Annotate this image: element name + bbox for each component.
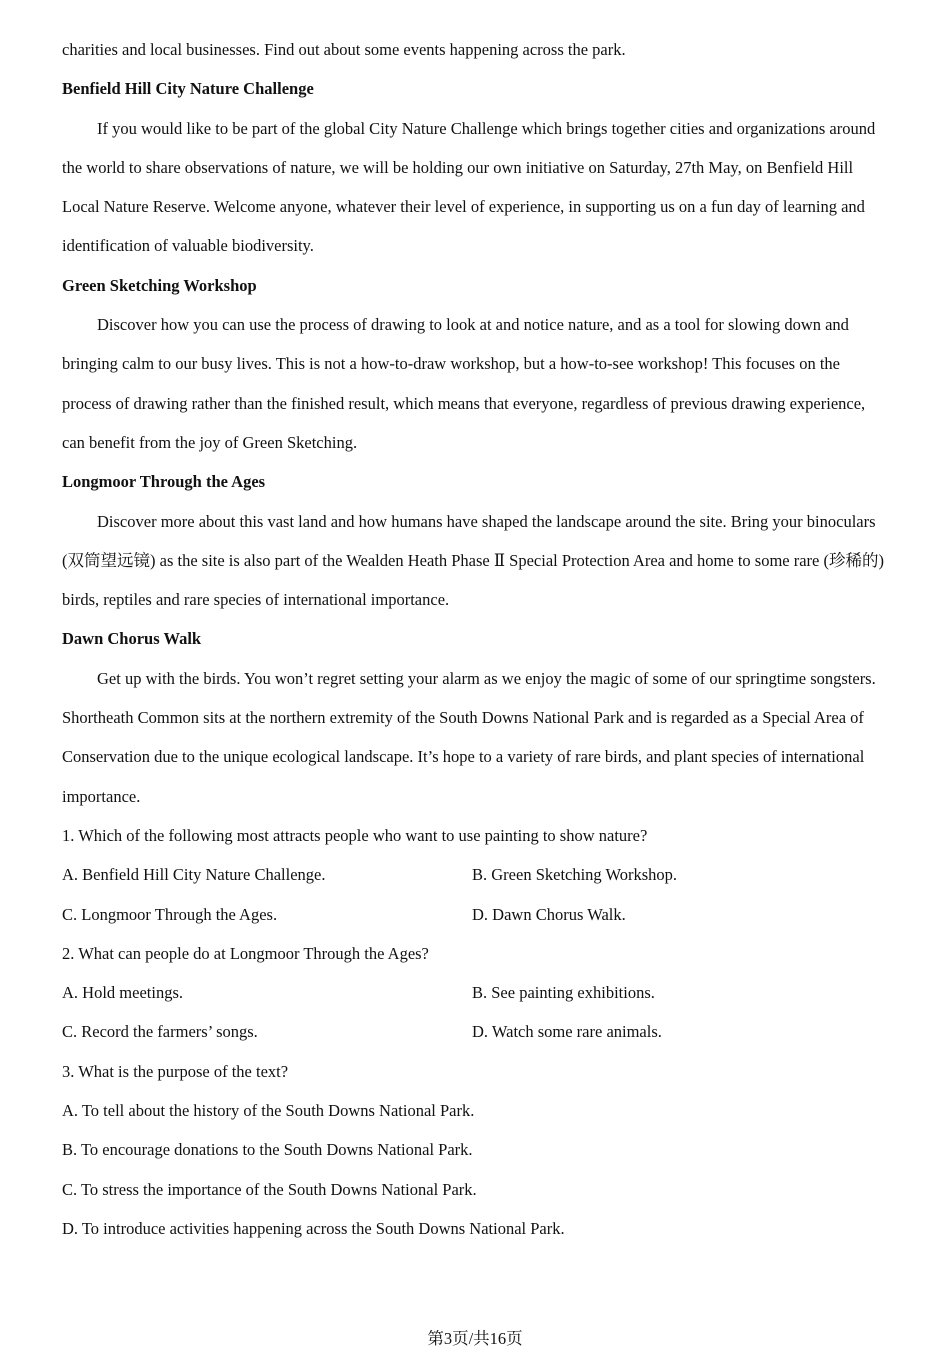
document-page: [62, 30, 888, 1248]
event-body: Discover how you can use the process of drawing to look at and notice nature, and as a tool for slowing down and bringing calm to our busy lives. This is not a how-to-draw workshop, but a how-to-see workshop! This focuses on the process of drawing rather than the finished result, which means that everyone, regardless of previous drawing experience, can benefit from the joy of Green Sketching.: [62, 315, 866, 452]
option-d: D. Watch some rare animals.: [472, 1022, 662, 1042]
option-b: B. To encourage donations to the South Downs National Park.: [62, 1140, 473, 1160]
page-footer: 第3页/共16页: [427, 1329, 523, 1348]
option-d: D. To introduce activities happening across the South Downs National Park.: [62, 1218, 565, 1238]
event-body: Discover more about this vast land and how humans have shaped the landscape around the site. Bring your binoculars (双筒望远镜) as the site is also part of the Wealden Heath Phase Ⅱ Special Protection Area and home to some rare (珍稀的) birds, reptiles and rare species of international importance.: [62, 511, 884, 610]
option-c: C. To stress the importance of the South Downs National Park.: [62, 1179, 477, 1199]
question-stem: 3. What is the purpose of the text?: [62, 1061, 289, 1081]
event-title: Green Sketching Workshop: [62, 275, 257, 295]
option-b: B. Green Sketching Workshop.: [472, 865, 678, 885]
option-d: D. Dawn Chorus Walk.: [472, 904, 626, 924]
option-a: A. Hold meetings.: [62, 983, 183, 1003]
event-title: Benfield Hill City Nature Challenge: [62, 79, 314, 99]
intro-tail: charities and local businesses. Find out about some events happening across the park.: [62, 40, 626, 59]
event-green-sketching: [62, 266, 888, 462]
option-c: C. Record the farmers’ songs.: [62, 1022, 258, 1042]
question-stem: 2. What can people do at Longmoor Through the Ages?: [62, 943, 429, 963]
event-body: If you would like to be part of the global City Nature Challenge which brings together cities and organizations around the world to share observations of nature, we will be holding our own initiative on Saturday, 27th May, on Benfield Hill Local Nature Reserve. Welcome anyone, whatever their level of experience, in supporting us on a fun day of learning and identification of valuable biodiversity.: [62, 118, 876, 256]
event-benfield: [62, 69, 888, 265]
options-row: [62, 855, 888, 894]
options-row: [62, 895, 888, 934]
options-row: [62, 1012, 888, 1051]
event-body: Get up with the birds. You won’t regret setting your alarm as we enjoy the magic of some of our springtime songsters. Shortheath Common sits at the northern extremity of the South Downs National Park and is regarded as a Special Area of Conservation due to the unique ecological landscape. It’s hope to a variety of rare birds, and plant species of international importance.: [62, 668, 876, 806]
event-dawn-chorus: [62, 619, 888, 815]
option-a: A. To tell about the history of the South Downs National Park.: [62, 1101, 475, 1121]
question-1: [62, 816, 888, 934]
event-longmoor: [62, 462, 888, 619]
option-b: B. See painting exhibitions.: [472, 983, 655, 1003]
options-row: [62, 973, 888, 1012]
option-c: C. Longmoor Through the Ages.: [62, 904, 278, 924]
question-stem: 1. Which of the following most attracts people who want to use painting to show nature?: [62, 825, 648, 845]
event-title: Dawn Chorus Walk: [62, 629, 202, 649]
question-3: [62, 1052, 888, 1248]
question-2: [62, 934, 888, 1052]
event-title: Longmoor Through the Ages: [62, 472, 266, 492]
option-a: A. Benfield Hill City Nature Challenge.: [62, 865, 326, 885]
